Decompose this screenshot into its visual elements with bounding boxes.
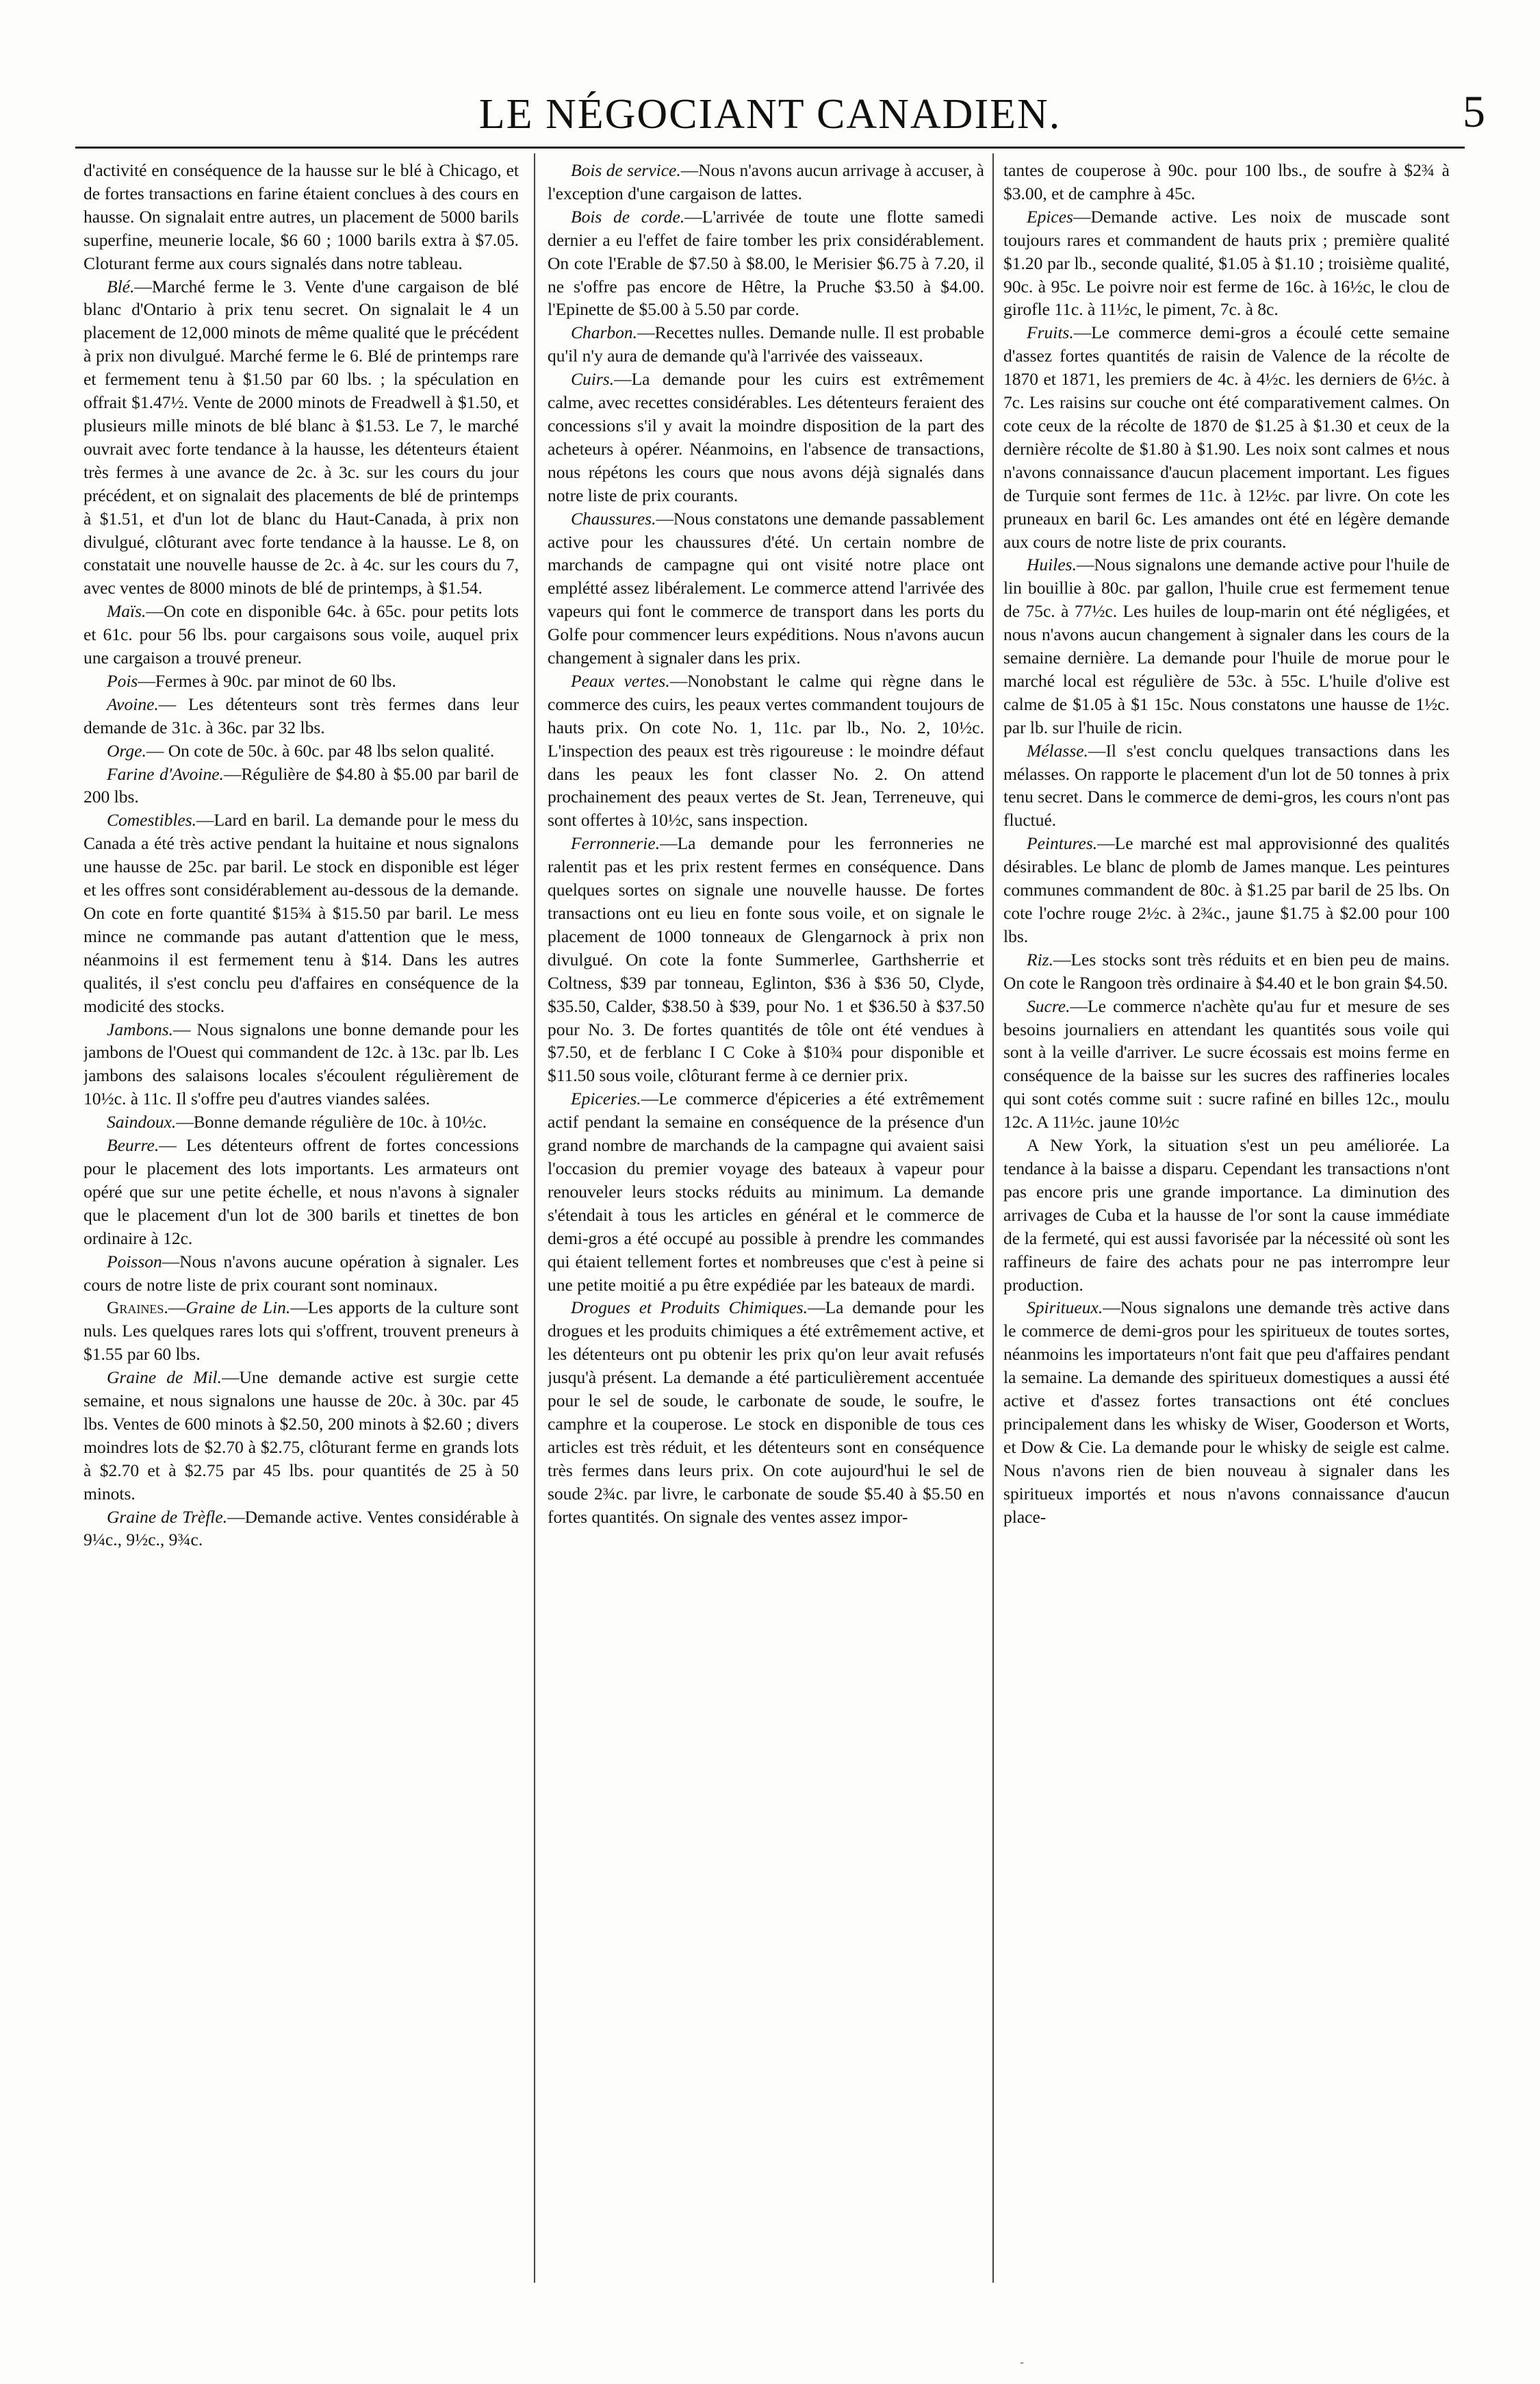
paragraph-text: —Une demande active est surgie cette semaine, et nous signalons une hausse de 20c. à 30c. par 45 lbs. Ventes de 600 minots à $2.50, 200 minots à $2.60 ; divers moindres lots de $2.70 à $2.75, clôturant ferme en grands lots à $2.70 et à $2.75 par 45 lbs. pour quantités de 25 à 50 minots. (84, 1367, 519, 1504)
market-paragraph (84, 763, 519, 809)
commodity-heading: Chaussures. (571, 508, 656, 529)
market-paragraph (1003, 1134, 1450, 1296)
market-paragraph (84, 159, 519, 275)
paragraph-text: —Demande active. Les noix de muscade sont toujours rares et commandent de hauts prix ; première qualité $1.20 par lb., seconde qualité, $1.05 à $1.10 ; troisième qualité, 90c. à 95c. Le poivre noir est ferme de 16c. à 16½c, le clou de girofle 11c. à 11½c, le piment, 7c. à 8c. (1003, 206, 1450, 320)
market-paragraph (84, 1250, 519, 1297)
paragraph-text: —On cote en disponible 64c. à 65c. pour petits lots et 61c. pour 56 lbs. pour cargaisons sous voile, auquel prix une cargaison a trouvé preneur. (84, 601, 519, 668)
commodity-heading: Peaux vertes. (571, 670, 670, 691)
market-paragraph (548, 1087, 984, 1296)
commodity-heading: Avoine. (107, 694, 159, 714)
market-paragraph (84, 693, 519, 739)
market-paragraph (548, 205, 984, 322)
paragraph-text: A New York, la situation s'est un peu améliorée. La tendance à la baisse a disparu. Cependant les transactions n'ont pas encore pris une grande importance. La diminution des arrivages de Cuba et la hausse de l'or sont la cause immédiate de la fermeté, qui est aussi favorisée par la nécessité où sont les raffineurs de faire des achats pour ne pas interrompre leur production. (1003, 1135, 1450, 1295)
commodity-heading: Epiceries. (571, 1089, 641, 1109)
paragraph-text: —Bonne demande régulière de 10c. à 10½c. (176, 1112, 487, 1132)
market-paragraph (84, 809, 519, 1017)
paragraph-text: —La demande pour les drogues et les produits chimiques a été extrêmement active, et les détenteurs ont pu obtenir les prix qu'on leur avait refusés jusqu'à présent. La demande a été particulièrement accentuée pour le sel de soude, le carbonate de soude, le soufre, le camphre et la couperose. Le stock en disponible de tous ces articles est très réduit, et les détenteurs sont en conséquence très fermes dans leurs prix. On cote aujourd'hui le sel de soude 2¾c. par livre, le carbonate de soude $5.40 à $5.50 en fortes quantités. On signale des ventes assez impor- (548, 1297, 984, 1527)
commodity-heading: Fruits. (1027, 322, 1074, 343)
paragraph-text: —Les apports de la culture sont nuls. Les quelques rares lots qui s'offrent, trouvent preneurs à $1.55 par 60 lbs. (84, 1297, 519, 1365)
market-paragraph (548, 507, 984, 670)
commodity-heading: Bois de service. (571, 160, 681, 180)
paragraph-text: —Nous signalons une demande active pour l'huile de lin bouillie à 80c. par gallon, l'huile crue est fermement tenue de 75c. à 77½c. Les huiles de loup-marin ont été négligées, et nous n'avons aucun changement à signaler dans les cours de la semaine dernière. La demande pour l'huile de morue pour le marché local est régulière de 53c. à 55c. L'huile d'olive est calme de $1.05 à $1 15c. Nous constatons une hausse de 1½c. par lb. sur l'huile de ricin. (1003, 555, 1450, 737)
market-paragraph (548, 321, 984, 368)
paragraph-text: —Recettes nulles. Demande nulle. Il est probable qu'il n'y aura de demande qu'à l'arrivée des vaisseaux. (548, 322, 984, 366)
commodity-heading: Farine d'Avoine. (107, 763, 224, 784)
paragraph-text: —Nous n'avons aucun arrivage à accuser, à l'exception d'une cargaison de lattes. (548, 160, 984, 203)
paragraph-text: —La demande pour les ferronneries ne ralentit pas et les prix restent fermes en conséquence. Dans quelques sortes on signale une nouvelle hausse. De fortes transactions ont eu lieu en fonte sous voile, et on signale le placement de 1000 tonneaux de Glengarnock à prix non divulgué. On cote la fonte Summerlee, Garthsherrie et Coltness, $39 par tonneau, Eglinton, $36 à $36 50, Clyde, $35.50, Calder, $38.50 à $39, pour No. 1 et $36.50 à $37.50 pour No. 3. De fortes quantités de tôle ont été vendues à $7.50, et de ferblanc I C Coke à $10¾ pour disponible et $11.50 sous voile, clôturant ferme à ce dernier prix. (548, 833, 984, 1086)
paragraph-text: —Demande active. Ventes considérable à 9¼c., 9½c., 9¾c. (84, 1506, 519, 1550)
commodity-heading: Drogues et Produits Chimiques. (571, 1297, 808, 1318)
market-paragraph (548, 832, 984, 1087)
paragraph-text: —Le marché est mal approvisionné des qualités désirables. Le blanc de plomb de James manque. Les peintures communes commandent de 80c. à $1.25 par baril de 25 lbs. On cote l'ochre rouge 2½c. à 2¾c., jaune $1.75 à $2.00 pour 100 lbs. (1003, 833, 1450, 946)
commodity-heading: Maïs. (107, 601, 146, 622)
market-paragraph (1003, 1296, 1450, 1528)
commodity-heading: Saindoux. (107, 1112, 177, 1132)
market-paragraph (548, 1296, 984, 1528)
commodity-heading: Charbon. (571, 322, 638, 343)
paragraph-text: —Nous n'avons aucune opération à signaler. Les cours de notre liste de prix courant sont nominaux. (84, 1251, 519, 1295)
commodity-heading: Jambons. (107, 1019, 174, 1039)
article-column-1 (84, 159, 519, 2274)
paragraph-text: d'activité en conséquence de la hausse sur le blé à Chicago, et de fortes transactions en farine étaient conclues à des cours en hausse. On signalait entre autres, un placement de 5000 barils superfine, meunerie locale, $6 60 ; 1000 barils extra à $7.05. Cloturant ferme aux cours signalés dans notre tableau. (84, 160, 519, 273)
paragraph-text: —Le commerce demi-gros a écoulé cette semaine d'assez fortes quantités de raisin de Valence de la récolte de 1870 et 1871, les premiers de 4c. à 4½c. les derniers de 6½c. à 7c. Les raisins sur couche ont été comparativement calmes. On cote ceux de la récolte de 1870 de $1.25 à $1.30 et ceux de la dernière récolte de $1.80 à $1.90. Les noix sont calmes et nous n'avons connaissance d'aucun placement important. Les figues de Turquie sont fermes de 11c. à 12½c. par livre. On cote les pruneaux en baril 6c. Les amandes ont été en légère demande aux cours de notre liste de prix courants. (1003, 322, 1450, 552)
commodity-heading: Epices (1027, 206, 1073, 227)
paragraph-text: — On cote de 50c. à 60c. par 48 lbs selon qualité. (146, 740, 495, 761)
commodity-heading: Ferronnerie. (571, 833, 660, 854)
commodity-heading: Graines. (107, 1297, 168, 1318)
commodity-heading: Sucre. (1027, 996, 1070, 1016)
commodity-heading: Poisson (107, 1251, 162, 1271)
commodity-heading: Spiritueux. (1027, 1297, 1103, 1318)
paragraph-text: —La demande pour les cuirs est extrêmement calme, avec recettes considérables. Les détenteurs feraient des concessions s'il y avait la moindre disposition de la part des acheteurs à opérer. Néanmoins, en l'absence de transactions, nous répétons les cours que nous avons déjà signalés dans notre liste de prix courants. (548, 369, 984, 505)
commodity-heading: Orge. (107, 740, 146, 761)
commodity-heading: Pois (107, 670, 138, 691)
column-divider-1 (534, 153, 535, 2283)
paragraph-text: — Les détenteurs offrent de fortes concessions pour le placement des lots importants. Les armateurs ont opéré que sur une petite échelle, et nous n'avons à signaler que le placement d'un lot de 300 barils et tinettes de bon ordinaire à 12c. (84, 1135, 519, 1248)
market-paragraph (84, 1366, 519, 1505)
market-paragraph: Graines.—Graine de Lin.—Les apports de la culture sont nuls. Les quelques rares lots qui s'offrent, trouvent preneurs à $1.55 par 60 lbs. (84, 1297, 519, 1365)
paragraph-text: —Le commerce d'épiceries a été extrêmement actif pendant la semaine en conséquence de la présence d'un grand nombre de marchands de la campagne qui avaient saisi l'occasion du premier voyage des bateaux à vapeur pour renouveler leurs stocks réduits au minimum. La demande s'étendait à tous les articles en général et le commerce de demi-gros a été occupé au possible à prendre les commandes qui étaient tellement fortes et nombreuses que c'est à peine si une petite moitié a pu être expédiée par les bateaux de mardi. (548, 1089, 984, 1295)
column-divider-2 (992, 153, 994, 2283)
market-paragraph (1003, 321, 1450, 553)
commodity-heading: Comestibles. (107, 810, 197, 830)
paragraph-text: —Marché ferme le 3. Vente d'une cargaison de blé blanc d'Ontario à prix tenu secret. On signalait le 4 un placement de 12,000 minots de même qualité que le précédent à prix non divulgué. Marché ferme le 6. Blé de printemps rare et fermement tenu à $1.50 par 60 lbs. ; la spéculation en offrait $1.47½. Vente de 2000 minots de Freadwell à $1.50, et plusieurs mille minots de blé blanc à $1.53. Le 7, le marché ouvrait avec forte tendance à la hausse, les détenteurs étaient très fermes à une avance de 2c. à 3c. sur les cours du jour précédent, et on signalait des placements de blé de printemps à $1.51, et d'un lot de blanc du Haut-Canada, à prix non divulgué, clôturant avec forte tendance à la hausse. Le 8, on constatait une nouvelle hausse de 2c. à 4c. sur les cours du 7, avec ventes de 8000 minots de blé de printemps, à $1.54. (84, 276, 519, 598)
paragraph-text: —Nonobstant le calme qui règne dans le commerce des cuirs, les peaux vertes commandent toujours de hauts prix. On cote No. 1, 11c. par lb., No. 2, 10½c. L'inspection des peaux est très rigoureuse : le moindre défaut dans les peaux les font classer No. 2. On attend prochainement des peaux vertes de St. Jean, Terreneuve, qui sont offertes à 10½c, sans inspection. (548, 670, 984, 830)
paragraph-text: —L'arrivée de toute une flotte samedi dernier a eu l'effet de faire tomber les prix considérablement. On cote l'Erable de $7.50 à $8.00, le Merisier $6.75 à 7.20, il ne s'offre pas encore de Hêtre, la Pruche $3.50 à $4.00. l'Epinette de $5.00 à 5.50 par corde. (548, 206, 984, 320)
article-column-2 (548, 159, 984, 2274)
paragraph-text: —Nous signalons une demande très active dans le commerce de demi-gros pour les spiritueux de toutes sortes, néanmoins les importateurs n'ont fait que peu d'affaires pendant la semaine. La demande des spiritueux domestiques a aussi été active et d'assez fortes transactions ont été conclues principalement dans les whisky de Wiser, Gooderson et Worts, et Dow & Cie. La demande pour le whisky de seigle est calme. Nous n'avons rien de bien nouveau à signaler dans les spiritueux importés et nous n'avons connaissance d'aucun place- (1003, 1297, 1450, 1527)
paragraph-text: —Nous constatons une demande passablement active pour les chaussures d'été. Un certain nombre de marchands de campagne qui ont visité notre place ont emplétté assez libéralement. Le commerce attend l'arrivée des vapeurs qui font le commerce de transport dans les ports du Golfe pour commencer leurs expéditions. Nous n'avons aucun changement à signaler dans les prix. (548, 508, 984, 668)
market-paragraph (84, 670, 519, 693)
commodity-heading: Cuirs. (571, 369, 615, 390)
paragraph-text: —Le commerce n'achète qu'au fur et mesure de ses besoins journaliers en attendant les quantités sous voile qui sont à la veille d'arriver. Le sucre écossais est moins ferme en conséquence de la baisse sur les sucres des raffineries locales qui sont cotés comme suit : sucre rafiné en billes 12c., moulu 12c. A 11½c. jaune 10½c (1003, 996, 1450, 1132)
market-paragraph (84, 1018, 519, 1111)
market-paragraph (1003, 832, 1450, 948)
market-paragraph (1003, 205, 1450, 322)
paragraph-text: —Il s'est conclu quelques transactions dans les mélasses. On rapporte le placement d'un lot de 50 tonnes à prix tenu secret. Dans le commerce de demi-gros, les cours n'ont pas fluctué. (1003, 740, 1450, 830)
commodity-heading: Graine de Trèfle. (107, 1506, 228, 1527)
market-paragraph (1003, 159, 1450, 205)
market-paragraph (84, 1134, 519, 1250)
commodity-heading: Bois de corde. (571, 206, 685, 227)
market-paragraph (548, 670, 984, 832)
article-column-3 (1003, 159, 1450, 2274)
commodity-heading: Riz. (1027, 949, 1053, 969)
commodity-heading: Peintures. (1027, 833, 1098, 854)
market-paragraph (548, 159, 984, 205)
market-paragraph (84, 1506, 519, 1552)
paragraph-text: —Lard en baril. La demande pour le mess du Canada a été très active pendant la huitaine et nous signalons une hausse de 25c. par baril. Le stock en disponible est léger et les offres sont considérablement au-dessous de la demande. On cote en forte quantité $15¾ à $15.50 par baril. Le mess mince ne commande pas autant d'attention que le mess, néanmoins il est fermement tenu à $14. Dans les autres qualités, il s'est conclu peu d'affaires en conséquence de la modicité des stocks. (84, 810, 519, 1016)
commodity-heading: Beurre. (107, 1135, 159, 1156)
paragraph-text: tantes de couperose à 90c. pour 100 lbs., de soufre à $2¾ à $3.00, et de camphre à 45c. (1003, 160, 1450, 203)
page-number: 5 (1463, 87, 1485, 137)
paragraph-text: — Nous signalons une bonne demande pour les jambons de l'Ouest qui commandent de 12c. à 13c. par lb. Les jambons des salaisons locales s'écoulent régulièrement de 10½c. à 11c. Il s'offre peu d'autres viandes salées. (84, 1019, 519, 1109)
market-paragraph (1003, 995, 1450, 1134)
market-paragraph (1003, 553, 1450, 739)
commodity-heading: Graine de Mil. (107, 1367, 222, 1388)
paragraph-text: —Fermes à 90c. par minot de 60 lbs. (138, 670, 396, 691)
market-paragraph (548, 368, 984, 507)
market-paragraph (84, 275, 519, 600)
commodity-heading: Mélasse. (1027, 740, 1088, 761)
page-header (0, 0, 1540, 157)
stray-mark: - (1020, 2355, 1025, 2370)
header-divider (75, 147, 1465, 149)
commodity-heading: Huiles. (1027, 555, 1077, 575)
market-paragraph (84, 1111, 519, 1134)
market-paragraph (1003, 739, 1450, 833)
masthead-title: LE NÉGOCIANT CANADIEN. (478, 91, 1062, 138)
paragraph-text: —Régulière de $4.80 à $5.00 par baril de 200 lbs. (84, 763, 519, 807)
commodity-subheading: Graine de Lin. (185, 1297, 291, 1318)
commodity-heading: Blé. (107, 276, 135, 296)
market-paragraph (1003, 948, 1450, 995)
paragraph-text: — Les détenteurs sont très fermes dans leur demande de 31c. à 36c. par 32 lbs. (84, 694, 519, 737)
market-paragraph (84, 739, 519, 763)
paragraph-text: —Les stocks sont très réduits et en bien peu de mains. On cote le Rangoon très ordinaire à $4.40 et le bon grain $4.50. (1003, 949, 1450, 993)
market-paragraph (84, 600, 519, 670)
